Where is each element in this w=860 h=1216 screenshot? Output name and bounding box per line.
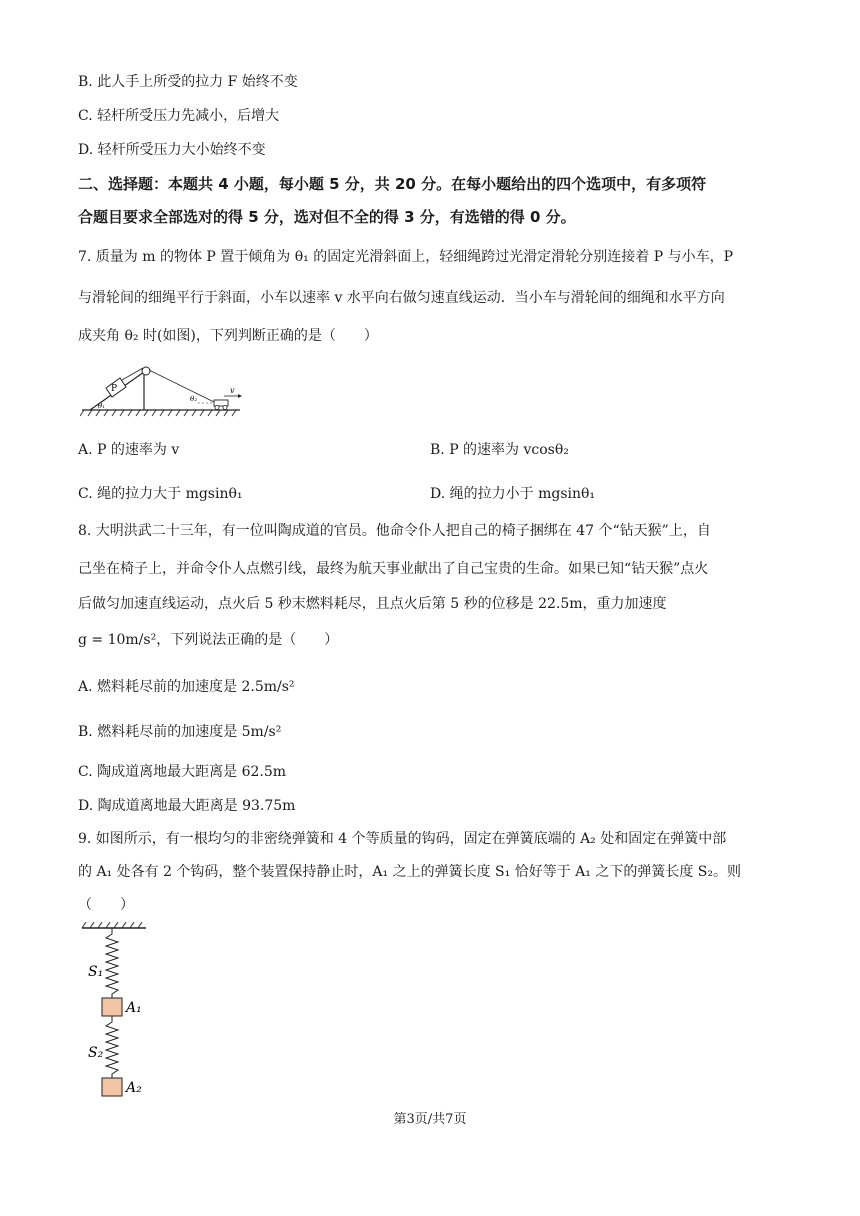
lower-spring — [106, 1016, 118, 1078]
q8-option-c: C. 陶成道离地最大距离是 62.5m — [78, 764, 287, 780]
q8-option-b: B. 燃料耗尽前的加速度是 5m/s² — [78, 724, 282, 740]
q8-stem-line3: 后做匀加速直线运动，点火后 5 秒末燃料耗尽，且点火后第 5 秒的位移是 22.5m，重力加速度 — [78, 596, 667, 612]
angle2-label: θ₂ — [190, 395, 198, 403]
angle1-label: θ₁ — [98, 402, 106, 410]
section2-heading-line1: 二、选择题：本题共 4 小题，每小题 5 分，共 20 分。在每小题给出的四个选项中，有多项符 — [78, 175, 707, 193]
prev-option-b: B. 此人手上所受的拉力 F 始终不变 — [78, 74, 298, 90]
a1-label: A₁ — [126, 1000, 142, 1016]
q7-option-b: B. P 的速率为 vcosθ₂ — [430, 442, 569, 458]
q8-stem-line1: 8. 大明洪武二十三年，有一位叫陶成道的官员。他命令仆人把自己的椅子捆绑在 47 个“钻天猴”上，自 — [78, 523, 711, 539]
a2-label: A₂ — [126, 1080, 142, 1096]
velocity-label: v — [230, 386, 235, 395]
section2-heading-line2: 合题目要求全部选对的得 5 分，选对但不全的得 3 分，有选错的得 0 分。 — [78, 208, 576, 226]
q9-stem-line1: 9. 如图所示，有一根均匀的非密绕弹簧和 4 个等质量的钩码，固定在弹簧底端的 A₂ 处和固定在弹簧中部 — [78, 831, 727, 847]
weight-a2 — [102, 1078, 122, 1096]
q7-option-a: A. P 的速率为 v — [78, 442, 180, 458]
prev-option-d: D. 轻杆所受压力大小始终不变 — [78, 142, 266, 158]
prev-option-c: C. 轻杆所受压力先减小，后增大 — [78, 108, 280, 124]
q8-option-a: A. 燃料耗尽前的加速度是 2.5m/s² — [78, 679, 295, 695]
page-footer: 第3页/共7页 — [393, 1112, 467, 1127]
weight-a1 — [102, 998, 122, 1016]
block-p-label: P — [111, 384, 118, 394]
q9-spring-figure — [78, 922, 158, 1104]
q7-stem-line2: 与滑轮间的细绳平行于斜面，小车以速率 v 水平向右做匀速直线运动．当小车与滑轮间的细绳和水平方向 — [78, 290, 725, 306]
q7-option-d: D. 绳的拉力小于 mgsinθ₁ — [430, 486, 596, 502]
q8-option-d: D. 陶成道离地最大距离是 93.75m — [78, 798, 296, 814]
s2-label: S₂ — [88, 1045, 104, 1061]
q9-stem-line3: （ ） — [78, 897, 134, 913]
q7-stem-line3: 成夹角 θ₂ 时(如图)，下列判断正确的是（ ） — [78, 328, 378, 344]
s1-label: S₁ — [88, 964, 104, 980]
q7-option-c: C. 绳的拉力大于 mgsinθ₁ — [78, 486, 243, 502]
q8-stem-line2: 己坐在椅子上，并命令仆人点燃引线，最终为航天事业献出了自己宝贵的生命。如果已知“钻天猴”点火 — [78, 561, 709, 577]
q9-stem-line2: 的 A₁ 处各有 2 个钩码，整个装置保持静止时，A₁ 之上的弹簧长度 S₁ 恰好等于 A₁ 之下的弹簧长度 S₂。则 — [78, 864, 741, 880]
q7-incline-pulley-figure — [80, 362, 250, 424]
q7-stem-line1: 7. 质量为 m 的物体 P 置于倾角为 θ₁ 的固定光滑斜面上，轻细绳跨过光滑定滑轮分别连接着 P 与小车，P — [78, 249, 733, 265]
q8-stem-line4: g = 10m/s²，下列说法正确的是（ ） — [78, 632, 339, 648]
upper-spring — [106, 928, 118, 998]
